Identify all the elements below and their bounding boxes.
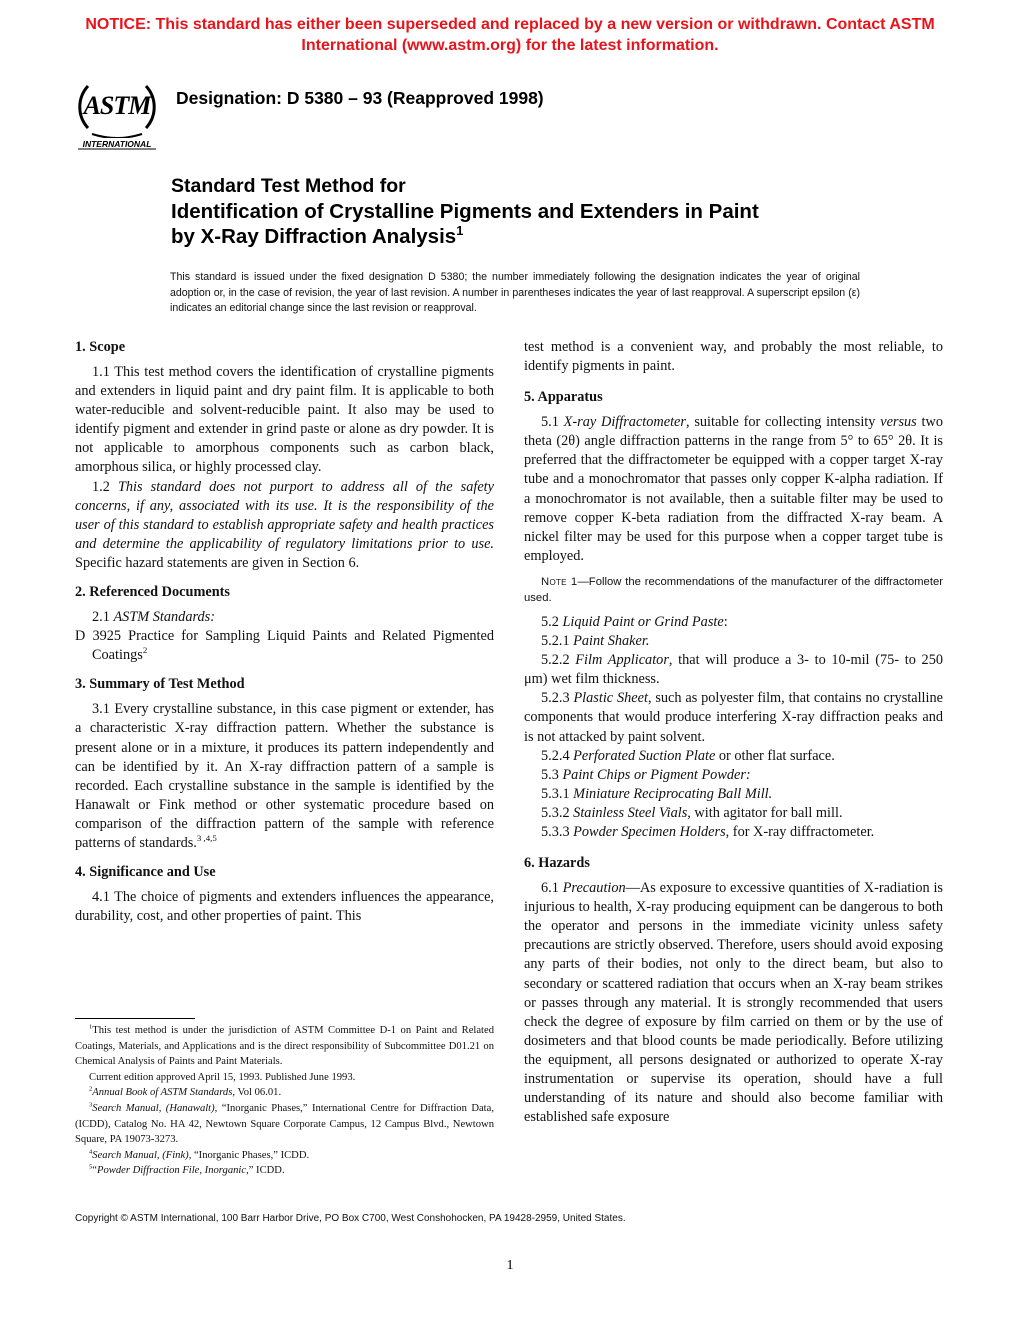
p5-2-4-title: Perforated Suction Plate [573, 747, 716, 764]
p5-2-1-title: Paint Shaker. [573, 633, 650, 650]
footnotes [75, 1018, 494, 1179]
right-column [524, 338, 943, 1127]
title-line-1: Standard Test Method for [171, 175, 406, 197]
designation: Designation: D 5380 – 93 (Reapproved 1998) [176, 88, 544, 108]
p5-2-1-number: 5.2.1 [541, 633, 574, 650]
paragraph-6-1 [524, 879, 943, 1127]
footnote-5-marker: 5 [89, 1163, 93, 1171]
p5-2-3-tail: , such as polyester film, that contains no crystalline components that would produce interfering X-ray diffraction peaks and is not attacked by paint solvent. [524, 690, 943, 745]
p5-1-text-b: two theta (2θ) angle diffraction patterns in the range from 5° to 65° 2θ. It is preferred that the diffractometer be equipped with a copper target X-ray tube and a monochromator that passes only copper K-alpha radiation. If a monochromator is not available, then a suitable filter may be used to remove copper K-beta radiation from the diffracted X-ray beam. A nickel filter may be used for this purpose when a copper target tube is employed. [524, 414, 943, 564]
copyright-line: Copyright © ASTM International, 100 Barr Harbor Drive, PO Box C700, West Conshohocken, PA 19428-2959, United States. [75, 1213, 626, 1224]
footnote-3-tail: , “Inorganic Phases,” International Centre for Diffraction Data, (ICDD), Catalog No. HA 42, Newtown Square Corporate Campus, 12 Campus Blvd., Newtown Square, PA 19073-3273. [75, 1102, 494, 1146]
footnote-4-tail: , “Inorganic Phases,” ICDD. [188, 1149, 310, 1161]
paragraph-1-2 [75, 478, 494, 573]
p3-1-text: 3.1 Every crystalline substance, in this case pigment or extender, has a characteristic X-ray diffraction pattern. Whether the substance is present alone or in a mixture, it produces its pattern independently and can be identified by it. An X-ray diffraction pattern of a sample is recorded. Each crystalline substance in the sample is identified by the Hanawalt or Fink method or other systematic procedure based on comparison of the diffraction pattern of the sample with reference patterns of standards. [75, 701, 494, 851]
footnote-1-text: This test method is under the jurisdiction of ASTM Committee D-1 on Paint and Related Coatings, Materials, and Applications and is the direct responsibility of Subcommittee D01.21 on Chemical Analysis of Paints and Paint Materials. [75, 1025, 494, 1068]
footnote-2-tail: , Vol 06.01. [232, 1087, 282, 1099]
section-heading-referenced-documents: 2. Referenced Documents [75, 584, 230, 601]
title-line-3-text: by X-Ray Diffraction Analysis [171, 225, 457, 248]
p5-1-number: 5.1 [541, 414, 564, 431]
p1-2-caveat: This standard does not purport to address all of the safety concerns, if any, associated with its use. It is the responsibility of the user of this standard to establish appropriate safety and health practices and determine the applicability of regulatory limitations prior to use. [75, 478, 494, 552]
paragraph-3-1 [75, 700, 494, 853]
paragraph-5-2-2 [524, 651, 943, 689]
p5-2-4-tail: or other flat surface. [715, 747, 835, 764]
p5-1-versus: versus [880, 414, 917, 431]
paragraph-1-1: 1.1 This test method covers the identification of crystalline pigments and extenders in liquid paint and dry paint film. It is applicable to both water-reducible and solvent-reducible paint. It also may be used to identify pigment and extender in grind paste or alone as dry powder. It is not applicable to amorphous components such as carbon black, amorphous silica, or highly processed clay. [75, 364, 494, 476]
title-line-3 [171, 224, 891, 249]
footnote-2-marker: 2 [89, 1085, 93, 1093]
paragraph-5-3-2 [524, 804, 943, 823]
paragraph-4-1: 4.1 The choice of pigments and extenders influences the appearance, durability, cost, and other properties of paint. This [75, 889, 494, 925]
p5-2-3-title: Plastic Sheet [573, 690, 648, 707]
section-heading-summary: 3. Summary of Test Method [75, 676, 245, 693]
p5-2-2-title: Film Applicator [575, 652, 669, 669]
footnote-1 [75, 1023, 494, 1070]
p2-1-label: ASTM Standards: [113, 609, 215, 626]
p1-2-number: 1.2 [92, 478, 118, 495]
p5-2-tail: : [723, 613, 728, 630]
footnote-5-title: Powder Diffraction File, Inorganic [96, 1165, 247, 1177]
paragraph-5-3 [524, 766, 943, 785]
p2-1-number: 2.1 [92, 609, 114, 626]
p6-1-text: —As exposure to excessive quantities of X-radiation is injurious to health, X-ray producing equipment can be dangerous to both the operator and persons in the immediate vicinity unless safety precautions are strictly observed. Therefore, users should avoid exposing any parts of their bodies, not only to the direct beam, but also to secondary or scattered radiation that occurs when an X-ray beam strikes or passes through any material. It is strongly recommended that users check the degree of exposure by film carried on them or by the use of dosimeters and that blood counts be made periodically. Before utilizing the equipment, all persons designated or authorized to operate X-ray instrumentation or supervise its operation, should have a full understanding of its nature and should also become familiar with established safe exposure [524, 880, 943, 1126]
p5-3-2-tail: , with agitator for ball mill. [687, 804, 843, 821]
paragraph-5-1 [524, 413, 943, 566]
p5-2-4-number: 5.2.4 [541, 747, 574, 764]
document-title [171, 174, 891, 249]
withdrawal-notice [40, 14, 980, 56]
p5-3-3-title: Powder Specimen Holders [573, 823, 726, 840]
note-1 [524, 574, 943, 607]
p5-3-1-number: 5.3.1 [541, 785, 574, 802]
footnote-2-title: Annual Book of ASTM Standards [92, 1087, 233, 1099]
p5-3-2-number: 5.3.2 [541, 804, 574, 821]
footnote-4 [75, 1148, 494, 1164]
footnote-3-title: Search Manual, (Hanawalt) [92, 1102, 215, 1114]
paragraph-2-1 [75, 608, 494, 627]
paragraph-5-2-3 [524, 689, 943, 746]
paragraph-5-3-3 [524, 823, 943, 842]
page-number: 1 [506, 1258, 514, 1273]
footnote-3 [75, 1101, 494, 1148]
title-footnote-ref: 1 [456, 223, 464, 239]
footnote-rule [75, 1018, 195, 1019]
p1-2-tail: Specific hazard statements are given in Section 6. [75, 554, 360, 571]
issuance-statement: This standard is issued under the fixed designation D 5380; the number immediately following the designation indicates the year of original adoption or, in the case of revision, the year of last revision. A number in parentheses indicates the year of last reapproval. A superscript epsilon (ε) indicates an editorial change since the last revision or reapproval. [170, 271, 860, 314]
logo-caption: INTERNATIONAL [82, 139, 152, 149]
p6-1-number: 6.1 [541, 880, 563, 897]
title-line-2: Identification of Crystalline Pigments and Extenders in Paint [171, 200, 759, 223]
footnote-5-tail: ,” ICDD. [246, 1165, 285, 1177]
reference-d3925-text: D 3925 Practice for Sampling Liquid Paints and Related Pigmented Coatings [75, 628, 494, 664]
p5-3-number: 5.3 [541, 766, 563, 783]
p5-1-title: X-ray Diffractometer [563, 414, 686, 431]
note-1-label: Note 1 [541, 575, 578, 588]
reference-d3925-footnote: 2 [142, 645, 148, 656]
paragraph-5-3-1 [524, 785, 943, 804]
astm-logo-mark [74, 76, 160, 150]
p5-2-2-tail: , that will produce a 3- to 10-mil (75- to 250 μm) wet film thickness. [524, 652, 943, 688]
footnote-5 [75, 1163, 494, 1179]
notice-line-1: NOTICE: This standard has either been superseded and replaced by a new version or withdrawn. Contact ASTM [85, 16, 935, 33]
footnote-1-edition: Current edition approved April 15, 1993. Published June 1993. [89, 1071, 356, 1083]
p6-1-title: Precaution [562, 880, 626, 897]
left-column [75, 338, 494, 926]
paragraph-5-2-1 [524, 632, 943, 651]
notice-line-2: International (www.astm.org) for the latest information. [301, 37, 719, 54]
p5-2-title: Liquid Paint or Grind Paste [562, 613, 724, 630]
p5-3-1-title: Miniature Reciprocating Ball Mill. [573, 785, 773, 802]
astm-logo [74, 76, 160, 150]
footnote-3-marker: 3 [89, 1101, 93, 1109]
p5-3-3-tail: , for X-ray diffractometer. [725, 823, 875, 840]
p5-2-3-number: 5.2.3 [541, 690, 574, 707]
note-1-text: —Follow the recommendations of the manufacturer of the diffractometer used. [524, 575, 944, 605]
footnote-2 [75, 1085, 494, 1101]
footnote-5-open-quote: “ [92, 1165, 97, 1177]
reference-d3925 [75, 627, 494, 665]
p5-2-2-number: 5.2.2 [541, 652, 576, 669]
p3-1-footnotes: 3 ,4,5 [196, 833, 217, 844]
footnote-4-marker: 4 [89, 1148, 93, 1156]
p5-3-2-title: Stainless Steel Vials [573, 804, 688, 821]
footnote-1-marker: 1 [89, 1023, 93, 1031]
p5-1-text-a: , suitable for collecting intensity [685, 414, 881, 431]
section-heading-hazards: 6. Hazards [524, 855, 590, 872]
section-heading-significance: 4. Significance and Use [75, 864, 216, 881]
paragraph-4-1-continued: test method is a convenient way, and probably the most reliable, to identify pigments in paint. [524, 339, 943, 375]
p5-3-3-number: 5.3.3 [541, 823, 574, 840]
paragraph-5-2 [524, 613, 943, 632]
paragraph-5-2-4 [524, 747, 943, 766]
logo-letters: ASTM [83, 91, 151, 120]
section-heading-scope: 1. Scope [75, 339, 126, 355]
p5-3-title: Paint Chips or Pigment Powder: [562, 766, 751, 783]
p5-2-number: 5.2 [541, 613, 563, 630]
section-heading-apparatus: 5. Apparatus [524, 389, 603, 406]
footnote-4-title: Search Manual, (Fink) [92, 1149, 189, 1161]
